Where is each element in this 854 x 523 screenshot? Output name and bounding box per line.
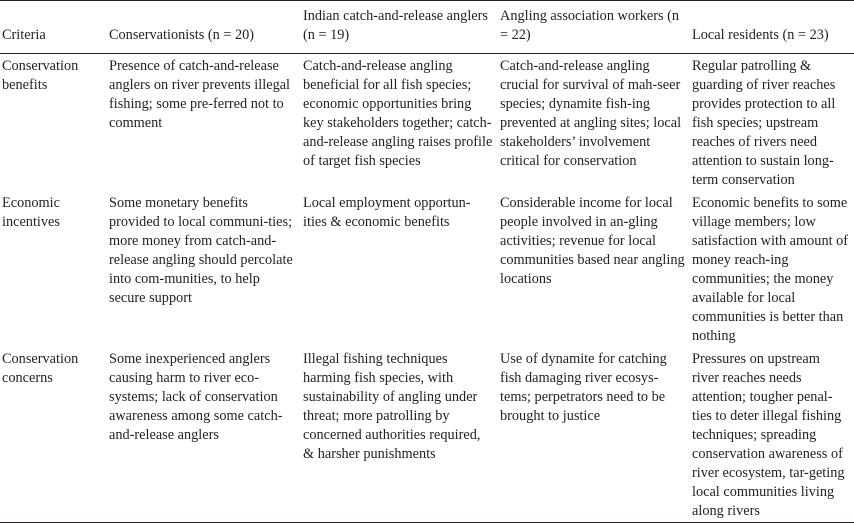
- table-body: [0, 54, 854, 523]
- table-cell: Catch-and-release angling beneficial for all fish species; economic opportunities bring key stakeholders together; catch-and-release angling raises profile of target fish species: [303, 58, 493, 169]
- table-cell: Illegal fishing techniques harming fish species, with sustainability of angling under threat; more patrolling by concerned authorities required, & harsher punishments: [303, 351, 481, 462]
- table-cell: Catch-and-release angling crucial for survival of mah-seer species; dynamite fish-ing prevented at angling sites; local stakeholders’ involvement critical for conservation: [500, 58, 682, 169]
- header-local-residents: Local residents (n = 23): [692, 27, 829, 43]
- table-cell: Considerable income for local people involved in an-gling activities; revenue for local communities based near angling locations: [500, 195, 685, 287]
- table-row: [0, 54, 854, 192]
- table-row: [0, 347, 854, 523]
- table-cell: Regular patrolling & guarding of river reaches provides protection to all fish species; upstream reaches of rivers need attention to sustain long-term conservation: [692, 58, 836, 188]
- table-cell: Presence of catch-and-release anglers on river prevents illegal fishing; some pre-ferred not to comment: [109, 58, 291, 131]
- table-cell: Economic benefits to some village members; low satisfaction with amount of money reach-ing communities; the money available for local communities is better than nothing: [692, 195, 849, 344]
- row-criteria: Conservation benefits: [2, 58, 79, 93]
- table-cell: Use of dynamite for catching fish damaging river ecosys-tems; perpetrators need to be brought to justice: [500, 351, 667, 424]
- table-header: [0, 1, 854, 54]
- table-cell: Some inexperienced anglers causing harm to river eco-systems; lack of conservation awareness among some catch-and-release anglers: [109, 351, 283, 443]
- header-conservationists: Conservationists (n = 20): [109, 27, 255, 43]
- row-criteria: Economic incentives: [2, 195, 60, 230]
- header-indian-anglers: Indian catch-and-release anglers (n = 19): [303, 8, 488, 43]
- table-cell: Pressures on upstream river reaches needs attention; tougher penal-ties to deter illegal fishing techniques; spreading conservation awareness of river ecosystem, tar-geting local communities living along rivers: [692, 351, 845, 519]
- header-angling-association-workers: Angling association workers (n = 22): [500, 8, 680, 43]
- row-criteria: Conservation concerns: [2, 351, 79, 386]
- table-cell: Local employment opportun-ities & economic benefits: [303, 195, 471, 230]
- header-row: [0, 1, 854, 54]
- header-criteria: Criteria: [2, 27, 46, 43]
- table-cell: Some monetary benefits provided to local communi-ties; more money from catch-and-release angling should percolate into com-munities, to help secure support: [109, 195, 293, 306]
- table-row: [0, 191, 854, 347]
